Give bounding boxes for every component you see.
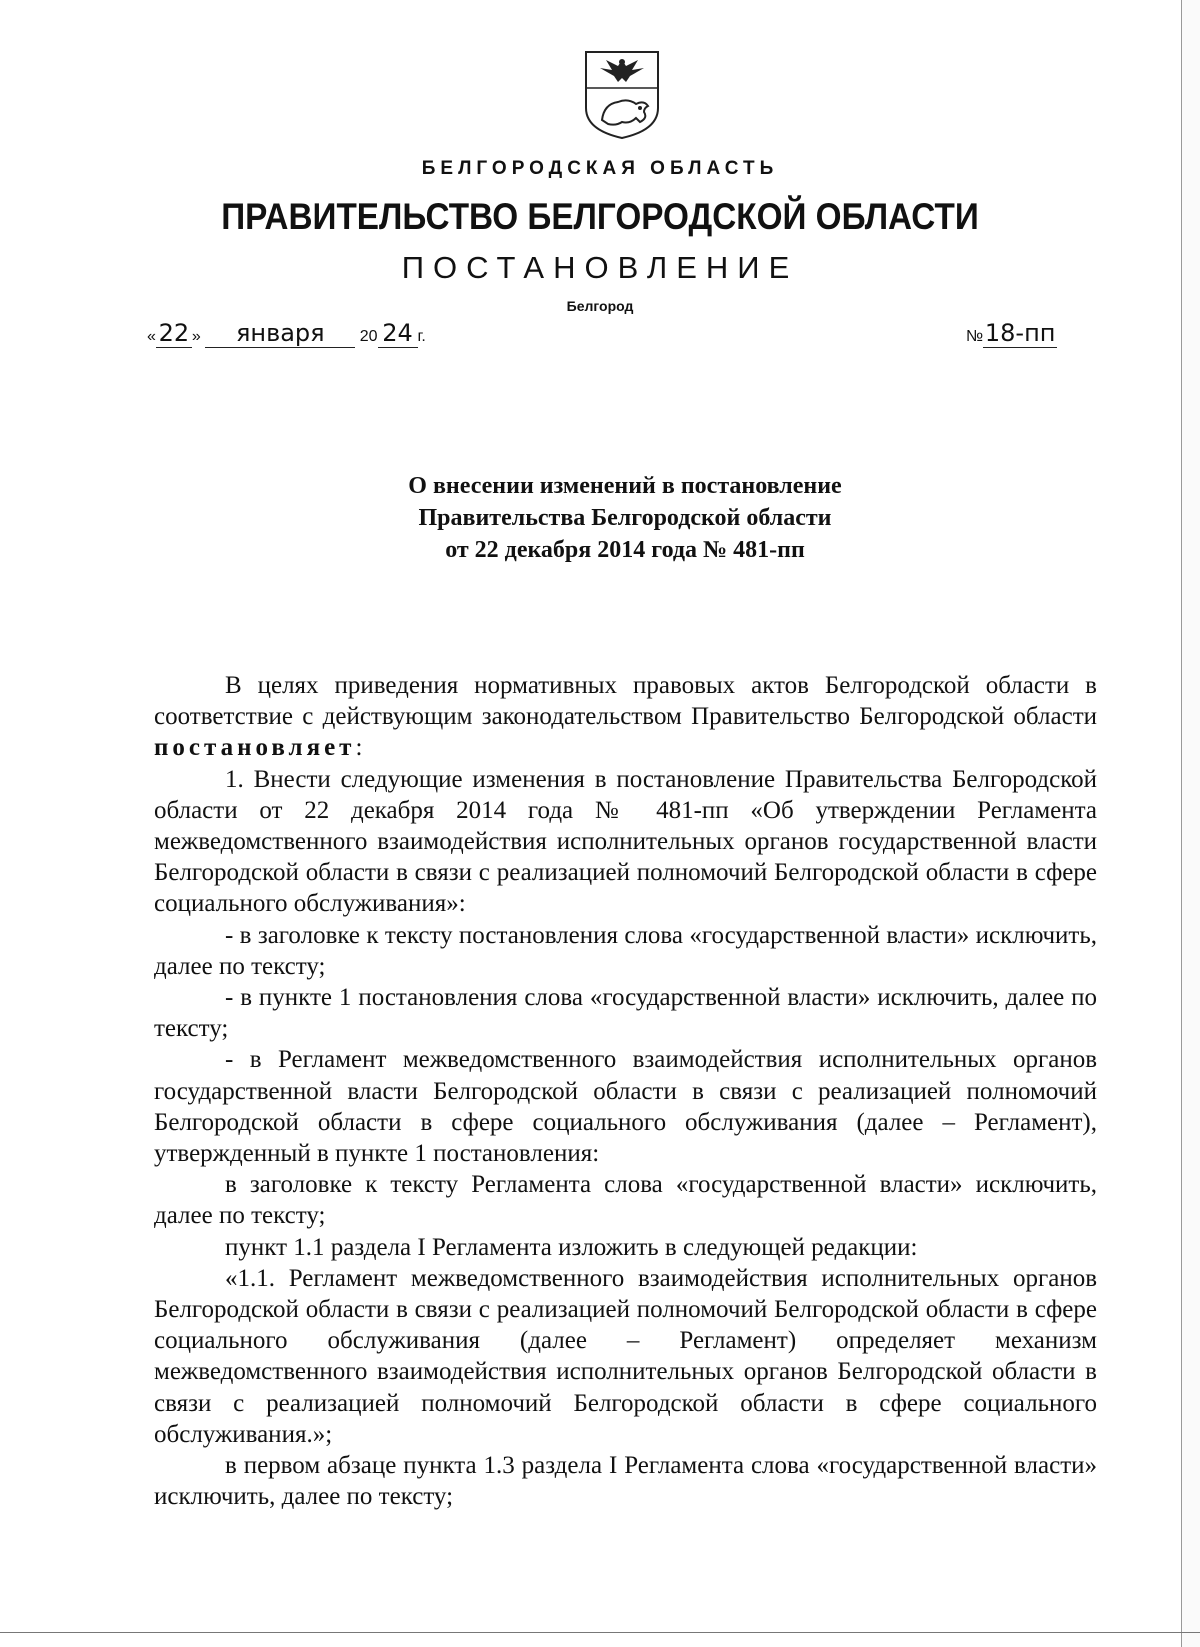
date-year-prefix: 20 — [359, 328, 378, 345]
body-paragraph: в заголовке к тексту Регламента слова «государственной власти» исключить, далее по тексту; — [154, 1171, 1097, 1230]
date-open-quote: « — [147, 328, 156, 345]
document-number — [966, 319, 1057, 348]
date-day: 22 — [156, 319, 192, 348]
date-close-quote: » — [191, 328, 201, 345]
document-title — [0, 470, 1200, 566]
title-line: от 22 декабря 2014 года № 481-пп — [445, 537, 805, 563]
preamble-emphasis: постановляет — [154, 734, 356, 762]
government-name: ПРАВИТЕЛЬСТВО БЕЛГОРОДСКОЙ ОБЛАСТИ — [221, 196, 979, 237]
date-year-suffix: 24 — [378, 319, 418, 348]
date-month: января — [205, 319, 355, 348]
body-paragraph: - в Регламент межведомственного взаимодействия исполнительных органов государственной власти Белгородской области в связи с реализацией полномочий Белгородской области в сфере социального обслуживания (далее – Регламент), утвержденный в пункте 1 постановления: — [154, 1046, 1097, 1168]
document-body — [154, 670, 1097, 1512]
title-line: О внесении изменений в постановление — [408, 473, 842, 499]
document-date — [147, 319, 426, 348]
scan-page-edge — [1181, 0, 1200, 1647]
title-line: Правительства Белгородской области — [418, 505, 832, 531]
preamble-text: В целях приведения нормативных правовых актов Белгородской области в соответствие с действующим законодательством Правительство Белгородской области — [154, 672, 1097, 731]
body-paragraph: 1. Внести следующие изменения в постановление Правительства Белгородской области от 22 декабря 2014 года № 481-пп «Об утверждении Регламента межведомственного взаимодействия исполнительных органов государственной власти Белгородской области в связи с реализацией полномочий Белгородской области в сфере социального обслуживания»: — [154, 765, 1097, 918]
preamble-paragraph — [154, 670, 1097, 764]
document-type: ПОСТАНОВЛЕНИЕ — [401, 250, 799, 285]
region-name: БЕЛГОРОДСКАЯ ОБЛАСТЬ — [421, 158, 779, 179]
body-paragraph: - в заголовке к тексту постановления слова «государственной власти» исключить, далее по тексту; — [154, 921, 1097, 980]
preamble-tail: : — [355, 734, 363, 762]
body-paragraph: - в пункте 1 постановления слова «государственной власти» исключить, далее по тексту; — [154, 984, 1097, 1043]
body-paragraph: «1.1. Регламент межведомственного взаимодействия исполнительных органов Белгородской области в связи с реализацией полномочий Белгородской области в сфере социального обслуживания (далее – Регламент) определяет механизм межведомственного взаимодействия исполнительных органов Белгородской области в связи с реализацией полномочий Белгородской области в сфере социального обслуживания.»; — [154, 1264, 1097, 1448]
number-value: 18-пп — [984, 319, 1056, 347]
body-paragraph: пункт 1.1 раздела I Регламента изложить в следующей редакции: — [225, 1233, 918, 1261]
city-name: Белгород — [566, 298, 634, 314]
number-label: № — [966, 328, 984, 345]
date-year-mark: г. — [417, 328, 426, 345]
scan-bottom-line — [0, 1632, 1200, 1633]
body-paragraph: в первом абзаце пункта 1.3 раздела I Регламента слова «государственной власти» исключить, далее по тексту; — [154, 1452, 1097, 1511]
coat-of-arms-icon — [582, 48, 662, 142]
